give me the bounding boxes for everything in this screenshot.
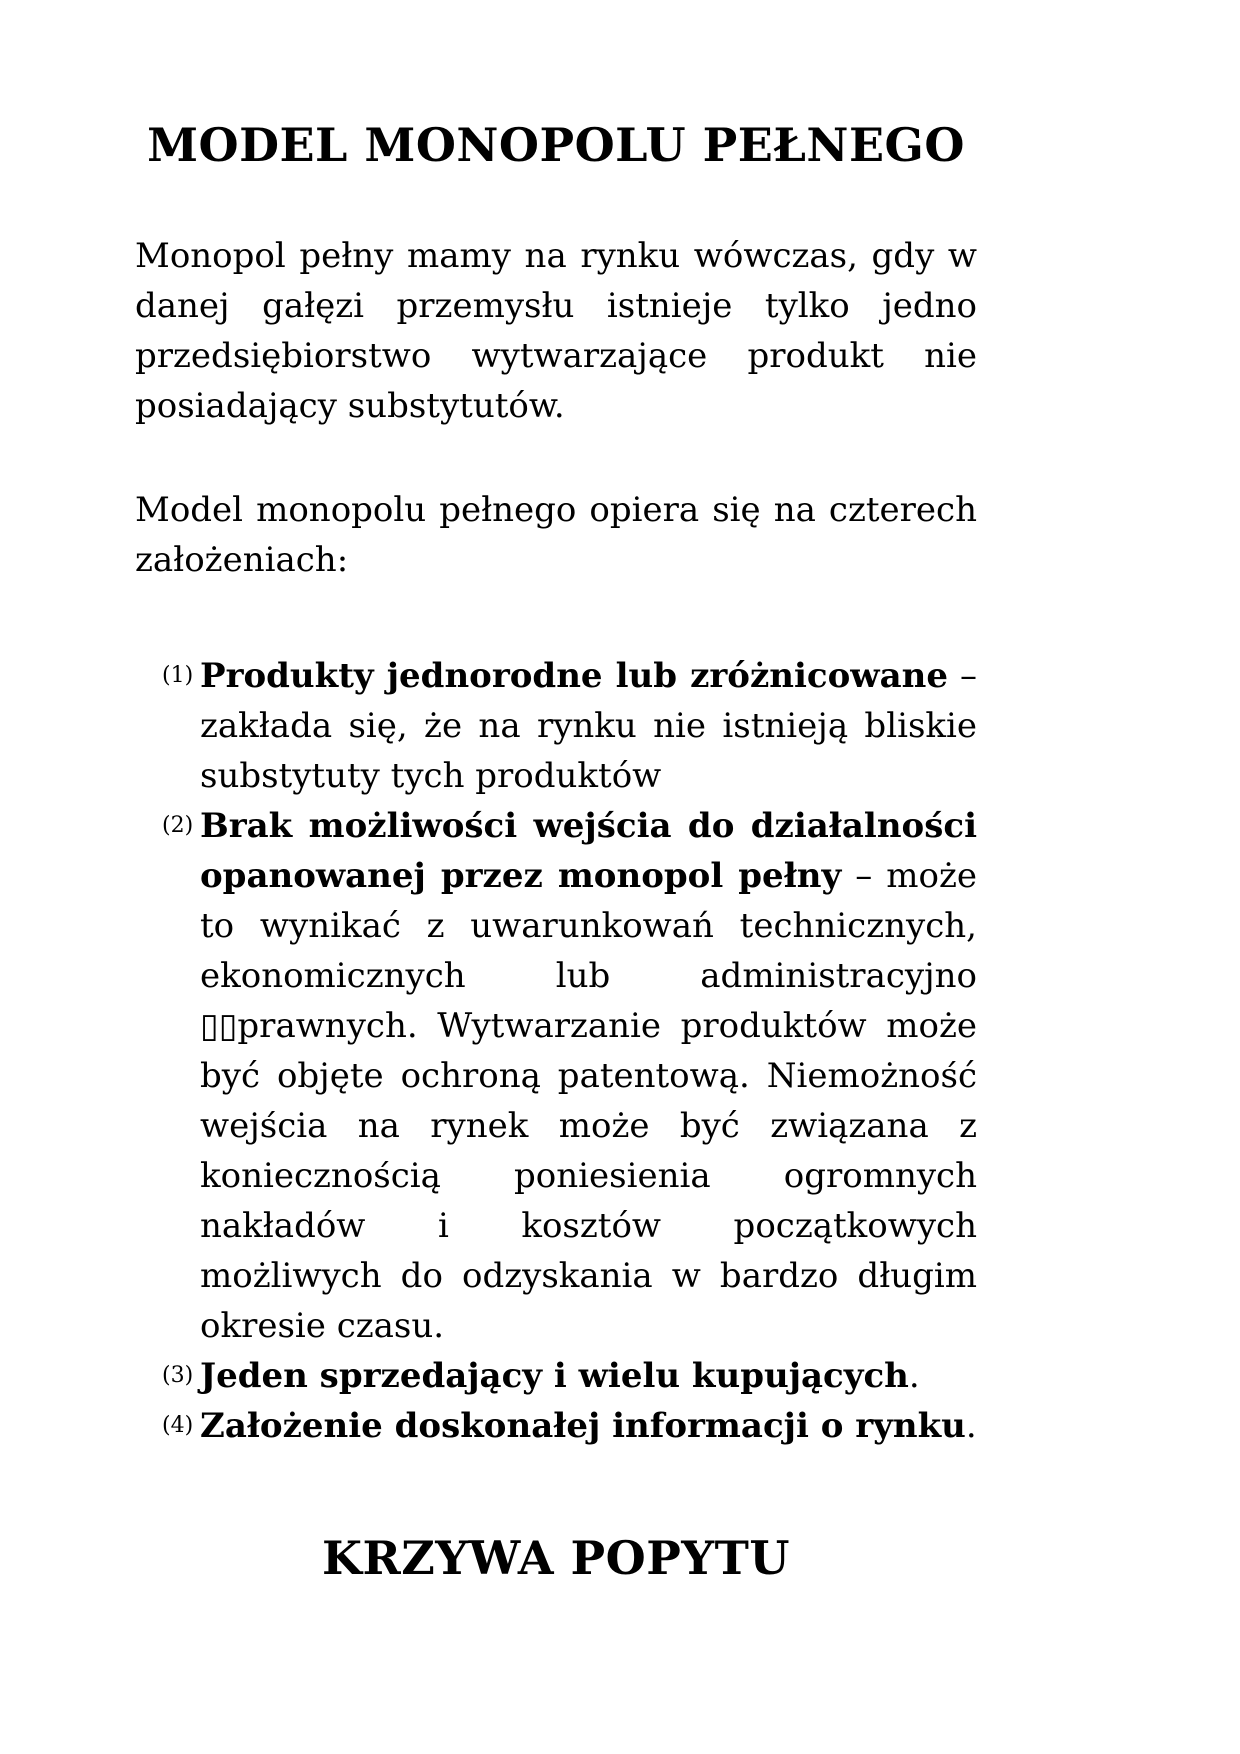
- list-item-4-text: [200, 1401, 977, 1451]
- list-item-3-rest: .: [908, 1356, 920, 1397]
- document-title: MODEL MONOPOLU PEŁNEGO: [147, 118, 965, 172]
- list-item-3-bold: Jeden sprzedający i wielu kupujących: [200, 1356, 909, 1397]
- list-item-4-rest: .: [965, 1406, 977, 1447]
- list-item-2-rest: – może to wynikać z uwarunkowań technicznych, ekonomicznych lub administracyjno ▯▯prawnych. Wytwarzanie produktów może być objęte ochroną patentową. Niemożność wejścia na rynek może być związana z koniecznością poniesienia ogromnych nakładów i kosztów początkowych możliwych do odzyskania w bardzo długim okresie czasu.: [200, 856, 978, 1347]
- list-item-1-rest: – zakłada się, że na rynku nie istnieją bliskie substytuty tych produktów: [200, 656, 978, 797]
- list-item-1-bold: Produkty jednorodne lub zróżnicowane: [200, 656, 948, 697]
- list-item-2-bold: Brak możliwości wejścia do działalności opanowanej przez monopol pełny: [200, 806, 977, 897]
- list-item-3-number: (3): [162, 1363, 194, 1389]
- paragraph-intro: Monopol pełny mamy na rynku wówczas, gdy w danej gałęzi przemysłu istnieje tylko jedno przedsiębiorstwo wytwarzające produkt nie posiadający substytutów.: [135, 236, 977, 427]
- list-item-1: [135, 651, 977, 801]
- list-item-2-number: (2): [162, 813, 194, 839]
- list-item-4-bold: Założenie doskonałej informacji o rynku: [200, 1406, 966, 1447]
- list-item-1-number: (1): [162, 663, 194, 689]
- list-item-4: [135, 1401, 977, 1451]
- paragraph-assumptions-lead: Model monopolu pełnego opiera się na czterech założeniach:: [135, 490, 977, 581]
- section-heading-krzywa-popytu: KRZYWA POPYTU: [322, 1531, 790, 1586]
- list-item-4-number: (4): [162, 1413, 194, 1439]
- list-item-2-text: [200, 801, 977, 1351]
- list-item-2: [135, 801, 977, 1351]
- list-item-3-text: [200, 1351, 977, 1401]
- list-item-3: [135, 1351, 977, 1401]
- assumptions-list: [135, 651, 977, 1451]
- list-item-1-text: [200, 651, 977, 801]
